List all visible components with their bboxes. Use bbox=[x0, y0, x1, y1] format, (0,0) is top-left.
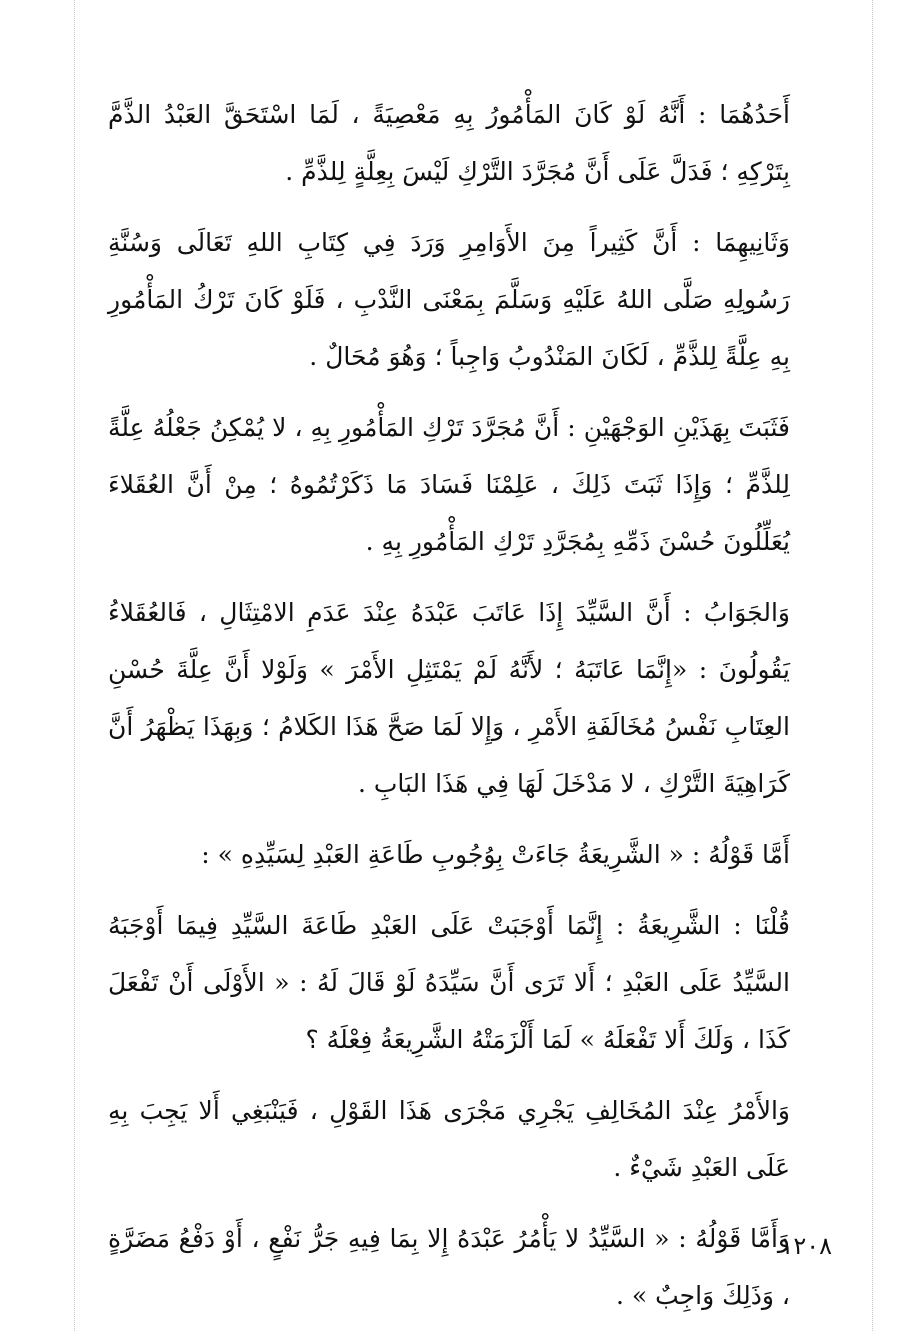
paragraph-4: وَالجَوَابُ : أَنَّ السَّيِّدَ إِذَا عَاتَبَ عَبْدَهُ عِنْدَ عَدَمِ الامْتِثَالِ ، فَالعُقَلاءُ يَقُولُونَ : «إِنَّمَا عَاتَبَهُ ؛ لأَنَّهُ لَمْ يَمْتَثِلِ الأَمْرَ » وَلَوْلا أَنَّ عِلَّةَ حُسْنِ العِتَابِ نَفْسُ مُخَالَفَةِ الأَمْرِ ، وَإِلا لَمَا صَحَّ هَذَا الكَلامُ ؛ وَبِهَذَا يَظْهَرُ أَنَّ كَرَاهِيَةَ التَّرْكِ ، لا مَدْخَلَ لَهَا فِي هَذَا البَابِ . bbox=[108, 598, 790, 798]
body-text bbox=[108, 86, 820, 1338]
page-number: ١٢٠٨ bbox=[780, 1232, 832, 1260]
paragraph-2: وَثَانِيهِمَا : أَنَّ كَثِيراً مِنَ الأَوَامِرِ وَرَدَ فِي كِتَابِ اللهِ تَعَالَى وَسُنَّةِ رَسُولِهِ صَلَّى اللهُ عَلَيْهِ وَسَلَّمَ بِمَعْنَى النَّدْبِ ، فَلَوْ كَانَ تَرْكُ المَأْمُورِ بِهِ عِلَّةً لِلذَّمِّ ، لَكَانَ المَنْدُوبُ وَاجِباً ؛ وَهُوَ مُحَالٌ . bbox=[108, 228, 790, 371]
paragraph-5: أَمَّا قَوْلُهُ : « الشَّرِيعَةُ جَاءَتْ بِوُجُوبِ طَاعَةِ العَبْدِ لِسَيِّدِهِ » : bbox=[201, 840, 790, 869]
paragraph-1: أَحَدُهُمَا : أَنَّهُ لَوْ كَانَ المَأْمُورُ بِهِ مَعْصِيَةً ، لَمَا اسْتَحَقَّ العَبْدُ الذَّمَّ بِتَرْكِهِ ؛ فَدَلَّ عَلَى أَنَّ مُجَرَّدَ التَّرْكِ لَيْسَ بِعِلَّةٍ لِلذَّمِّ . bbox=[108, 100, 790, 186]
paragraph-7: وَالأَمْرُ عِنْدَ المُخَالِفِ يَجْرِي مَجْرَى هَذَا القَوْلِ ، فَيَنْبَغِي أَلا يَجِبَ بِهِ عَلَى العَبْدِ شَيْءٌ . bbox=[108, 1096, 790, 1182]
right-margin-dotted-line bbox=[872, 0, 873, 1331]
left-margin-dotted-line bbox=[74, 0, 75, 1331]
paragraph-6: قُلْنَا : الشَّرِيعَةُ : إِنَّمَا أَوْجَبَتْ عَلَى العَبْدِ طَاعَةَ السَّيِّدِ فِيمَا أَوْجَبَهُ السَّيِّدُ عَلَى العَبْدِ ؛ أَلا تَرَى أَنَّ سَيِّدَهُ لَوْ قَالَ لَهُ : « الأَوْلَى أَنْ تَفْعَلَ كَذَا ، وَلَكَ أَلا تَفْعَلَهُ » لَمَا أَلْزَمَتْهُ الشَّرِيعَةُ فِعْلَهُ ؟ bbox=[108, 911, 790, 1054]
paragraph-3: فَثَبَتَ بِهَذَيْنِ الوَجْهَيْنِ : أَنَّ مُجَرَّدَ تَرْكِ المَأْمُورِ بِهِ ، لا يُمْكِنُ جَعْلُهُ عِلَّةً لِلذَّمِّ ؛ وَإِذَا ثَبَتَ ذَلِكَ ، عَلِمْنَا فَسَادَ مَا ذَكَرْتُمُوهُ ؛ مِنْ أَنَّ العُقَلاءَ يُعَلِّلُونَ حُسْنَ ذَمِّهِ بِمُجَرَّدِ تَرْكِ المَأْمُورِ بِهِ . bbox=[108, 413, 790, 556]
paragraph-8: وَأَمَّا قَوْلُهُ : « السَّيِّدُ لا يَأْمُرُ عَبْدَهُ إِلا بِمَا فِيهِ جَرُّ نَفْعٍ ، أَوْ دَفْعُ مَضَرَّةٍ ، وَذَلِكَ وَاجِبٌ » . bbox=[108, 1224, 790, 1310]
